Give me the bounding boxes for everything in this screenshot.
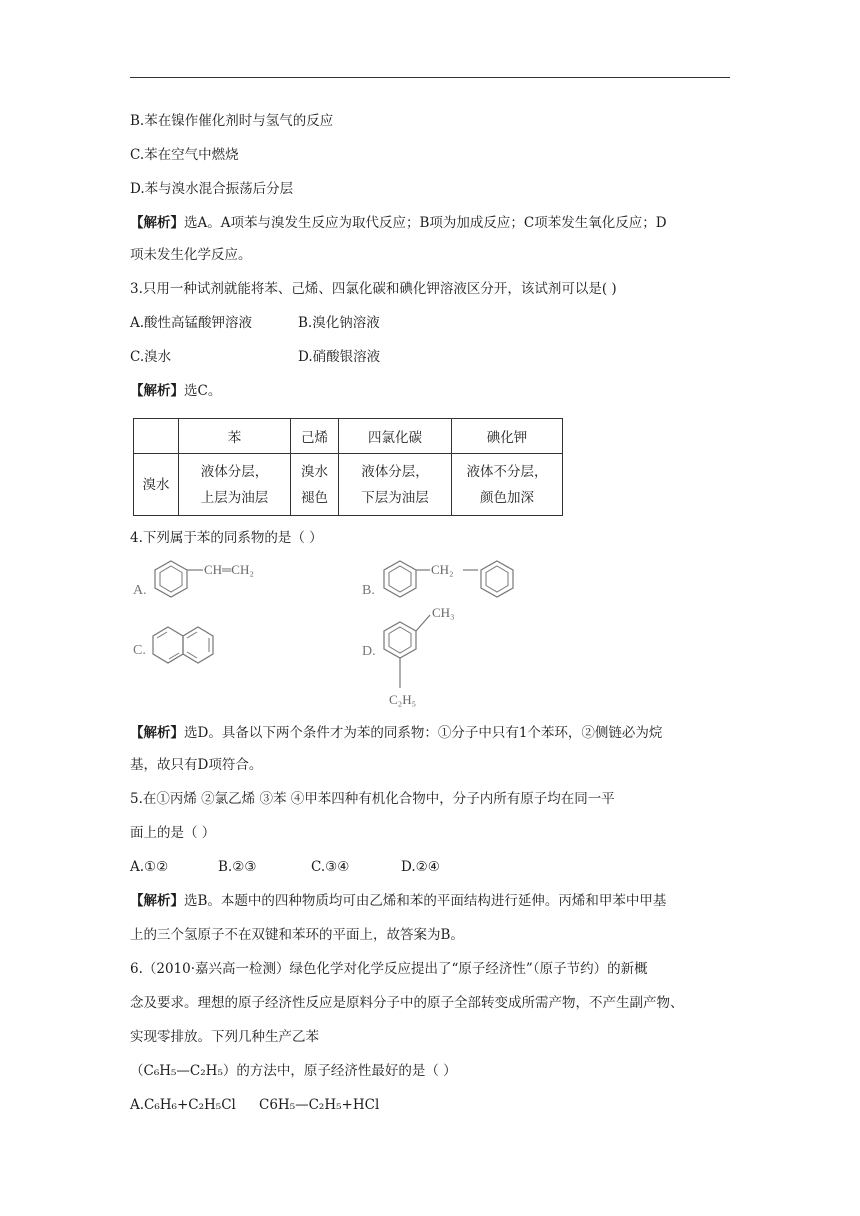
- analysis-text: 选B。本题中的四种物质均可由乙烯和苯的平面结构进行延伸。丙烯和甲苯中甲基: [184, 893, 667, 909]
- q3-option-c: C.溴水: [130, 349, 172, 365]
- option-label: A.: [133, 583, 147, 598]
- analysis-tag: 【解析】: [130, 893, 184, 909]
- q2-option-c: C.苯在空气中燃烧: [130, 147, 239, 163]
- q4-analysis-cont: 基，故只有D项符合。: [130, 757, 263, 773]
- q3-option-a: A.酸性高锰酸钾溶液: [130, 315, 253, 331]
- q6-stem-cont: 念及要求。理想的原子经济性反应是原料分子中的原子全部转变成所需产物，不产生副产物、: [130, 995, 684, 1011]
- table-header-cell: 己烯: [291, 419, 339, 454]
- header-rule: [130, 77, 730, 78]
- q2-analysis: [130, 213, 667, 233]
- option-label: D.: [362, 644, 376, 659]
- q5-option-b: B.②③: [218, 859, 257, 875]
- q6-option-a-product: C6H₅—C₂H₅+HCl: [259, 1097, 380, 1113]
- reagent-table: [133, 418, 563, 516]
- q6-option-a: A.C₆H₆+C₂H₅Cl: [130, 1097, 236, 1113]
- q5-option-c: C.③④: [311, 859, 350, 875]
- q6-stem: 6.（2010·嘉兴高一检测）绿色化学对化学反应提出了“原子经济性”（原子节约）的新概: [130, 961, 648, 977]
- analysis-text: 选C。: [184, 383, 222, 399]
- q5-stem-cont: 面上的是（ ）: [130, 825, 216, 841]
- q3-option-b: B.溴化钠溶液: [298, 315, 380, 331]
- table-header-cell: 苯: [179, 419, 291, 454]
- q6-stem-cont: （C₆H₅—C₂H₅）的方法中，原子经济性最好的是（ ）: [130, 1063, 457, 1079]
- table-cell: [291, 454, 339, 516]
- cell-line: 溴水: [301, 463, 328, 480]
- substituent: CH₂: [431, 562, 454, 577]
- cell-line: 颜色加深: [480, 489, 534, 506]
- cell-line: 液体分层，: [361, 463, 429, 480]
- methyl-group: CH₃: [432, 605, 455, 620]
- q6-stem-cont: 实现零排放。下列几种生产乙苯: [130, 1029, 319, 1045]
- structure-d: [360, 600, 500, 712]
- table-header-cell: 四氯化碳: [339, 419, 452, 454]
- q3-option-d: D.硝酸银溶液: [298, 349, 381, 365]
- substituent: CH═CH₂: [204, 562, 254, 577]
- q5-option-d: D.②④: [401, 859, 440, 875]
- table-header-row: [134, 419, 563, 454]
- ring-inner: [389, 566, 411, 592]
- option-label: B.: [362, 583, 375, 598]
- analysis-tag: 【解析】: [130, 725, 184, 741]
- ring-inner: [389, 627, 411, 653]
- double-bond: [169, 653, 179, 659]
- cell-line: 下层为油层: [361, 489, 429, 506]
- q5-analysis-cont: 上的三个氢原子不在双键和苯环的平面上，故答案为B。: [130, 927, 464, 943]
- analysis-tag: 【解析】: [130, 383, 184, 399]
- ring-inner: [160, 566, 182, 592]
- q5-option-a: A.①②: [130, 859, 169, 875]
- q3-analysis: [130, 381, 221, 401]
- bond: [416, 615, 430, 631]
- naphthalene-ring: [153, 627, 183, 663]
- ethyl-group: C₂H₅: [389, 692, 417, 707]
- table-row-label: 溴水: [134, 454, 179, 516]
- structure-a: [130, 556, 290, 616]
- q4-analysis: [130, 723, 662, 743]
- q2-analysis-cont: 项未发生化学反应。: [130, 247, 252, 263]
- ring-inner: [486, 566, 508, 592]
- table-cell: [179, 454, 291, 516]
- analysis-tag: 【解析】: [130, 215, 184, 231]
- cell-line: 液体不分层，: [466, 463, 548, 480]
- cell-line: 液体分层，: [200, 463, 269, 480]
- analysis-text: 选D。具备以下两个条件才为苯的同系物：①分子中只有1个苯环，②侧链必为烷: [184, 725, 663, 741]
- cell-line: 褪色: [301, 489, 328, 506]
- q2-option-d: D.苯与溴水混合振荡后分层: [130, 181, 294, 197]
- table-header-cell: [134, 419, 179, 454]
- q2-option-b: B.苯在镍作催化剂时与氢气的反应: [130, 113, 334, 129]
- table-row: [134, 454, 563, 516]
- q3-stem: 3.只用一种试剂就能将苯、己烯、四氯化碳和碘化钾溶液区分开，该试剂可以是( ): [130, 281, 617, 297]
- table-cell: [339, 454, 452, 516]
- option-label: C.: [133, 643, 146, 658]
- table-cell: [452, 454, 563, 516]
- q5-stem: 5.在①丙烯 ②氯乙烯 ③苯 ④甲苯四种有机化合物中，分子内所有原子均在同一平: [130, 791, 615, 807]
- cell-line: 上层为油层: [200, 489, 269, 506]
- q5-analysis: [130, 891, 666, 911]
- q4-stem: 4.下列属于苯的同系物的是（ ）: [130, 530, 323, 546]
- structure-c: [130, 618, 240, 678]
- table-header-cell: 碘化钾: [452, 419, 563, 454]
- analysis-text: 选A。A项苯与溴发生反应为取代反应；B项为加成反应；C项苯发生氧化反应；D: [184, 215, 667, 231]
